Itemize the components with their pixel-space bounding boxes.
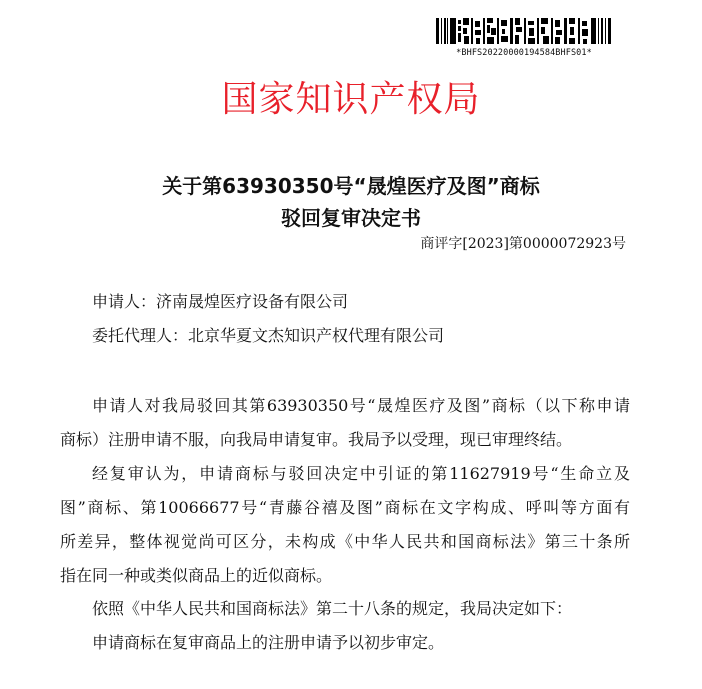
decision-title-line-1: 关于第63930350号“晟煌医疗及图”商标 (162, 174, 540, 198)
barcode-graphic (436, 18, 612, 44)
paragraph-2-line-3: 所差异，整体视觉尚可区分，未构成《中华人民共和国商标法》第三十条所 (60, 532, 630, 551)
paragraph-1-line-1: 申请人对我局驳回其第63930350号“晟煌医疗及图”商标（以下称申请 (92, 396, 630, 415)
paragraph-2-line-2: 图”商标、第10066677号“青藤谷禧及图”商标在文字构成、呼叫等方面有 (60, 498, 630, 517)
decision-title-line-2: 驳回复审决定书 (281, 206, 421, 230)
barcode (436, 18, 612, 56)
agency-name: 国家知识产权局 (221, 79, 481, 120)
barcode-code-text: *BHFS20220000194584BHFS01* (456, 48, 592, 58)
applicant-line: 申请人：济南晟煌医疗设备有限公司 (92, 292, 349, 311)
agent-line: 委托代理人：北京华夏文杰知识产权代理有限公司 (92, 326, 445, 345)
paragraph-3-line-1: 依照《中华人民共和国商标法》第二十八条的规定，我局决定如下： (92, 599, 573, 618)
paragraph-2-line-1: 经复审认为，申请商标与驳回决定中引证的第11627919号“生命立及 (92, 464, 630, 483)
paragraph-2-line-4: 指在同一种或类似商品上的近似商标。 (60, 566, 333, 585)
paragraph-4-line-1: 申请商标在复审商品上的注册申请予以初步审定。 (92, 633, 445, 652)
document-number: 商评字[2023]第0000072923号 (420, 236, 626, 252)
paragraph-1-line-2: 商标）注册申请不服，向我局申请复审。我局予以受理，现已审理终结。 (60, 430, 573, 449)
